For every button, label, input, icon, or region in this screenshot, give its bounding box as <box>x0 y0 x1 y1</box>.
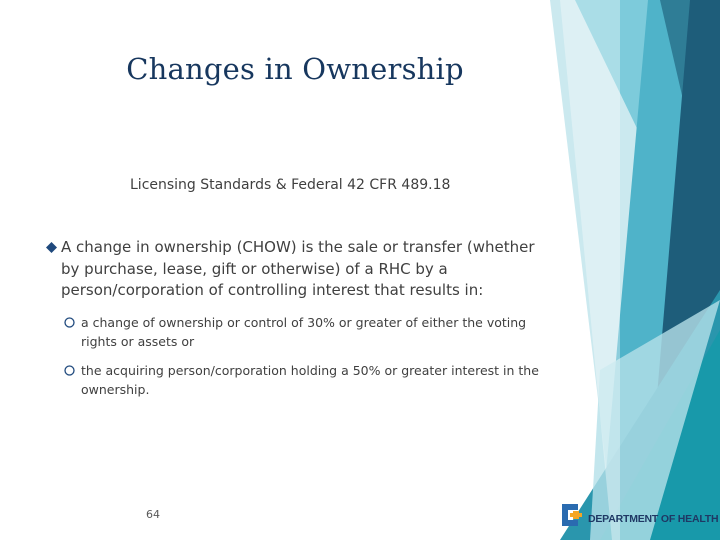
main-bullet-text: A change in ownership (CHOW) is the sale or transfer (whether by purchase, lease, gift or otherwise) of a RHC by a person/corporation of controlling interest that results in: <box>61 238 535 299</box>
health-logo-icon <box>562 502 582 528</box>
sub-bullet-1 <box>64 313 544 351</box>
sub-bullet-1-text: a change of ownership or control of 30% or greater of either the voting rights or assets or <box>81 315 527 349</box>
hollow-circle-bullet-icon <box>64 365 75 376</box>
sub-bullet-2 <box>64 361 544 399</box>
deco-white-band <box>560 0 620 540</box>
logo-text: DEPARTMENT OF HEALTH <box>588 513 719 525</box>
diamond-bullet-icon <box>46 242 57 253</box>
sub-bullet-2-text: the acquiring person/corporation holding a 50% or greater interest in the ownership. <box>81 363 539 397</box>
main-bullet <box>46 237 536 302</box>
department-of-health-logo <box>562 502 718 532</box>
slide-title: Changes in Ownership <box>126 52 464 86</box>
slide-subtitle: Licensing Standards & Federal 42 CFR 489.18 <box>130 177 451 193</box>
page-number: 64 <box>146 508 160 521</box>
hollow-circle-bullet-icon <box>64 317 75 328</box>
